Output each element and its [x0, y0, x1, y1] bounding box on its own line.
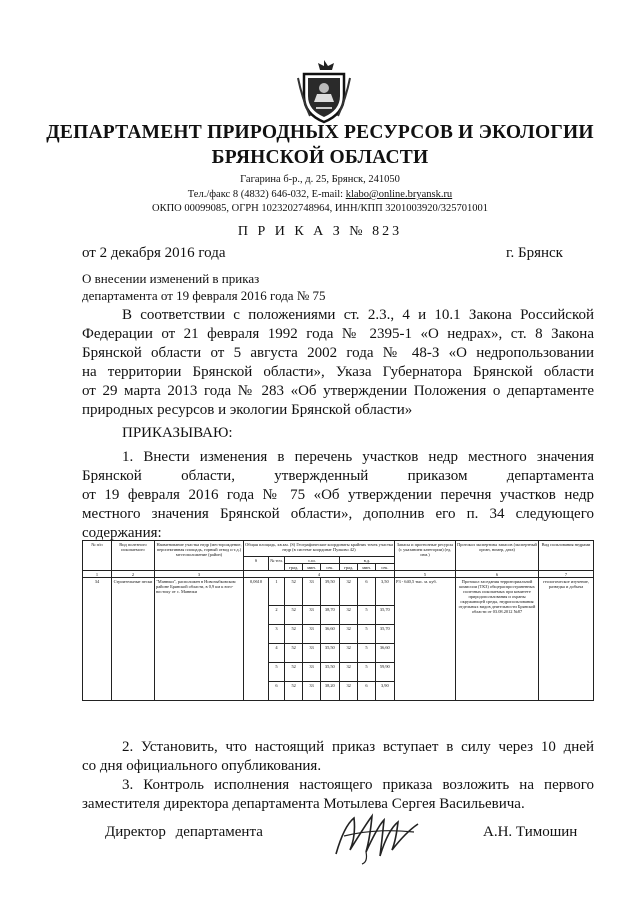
column-number-cell: 4	[244, 571, 395, 578]
point-cell: 52	[285, 644, 303, 663]
header-cell-mineral: Вид полезного ископаемого	[112, 541, 155, 571]
order-title: П Р И К А З № 823	[237, 224, 403, 239]
column-number-cell: 3	[155, 571, 244, 578]
item-2-line: 2. Установить, что настоящий приказ вступает в силу через 10 дней	[122, 739, 594, 755]
item-2-line: со дня официального опубликования.	[82, 758, 322, 774]
item-1-paragraph	[82, 448, 594, 543]
header-cell-coordinates: Общая площадь, кв.км. (S) Географические координаты крайних точек участка недр (в системе координат Пулково 42)	[244, 541, 395, 557]
subsoil-plots-table	[82, 540, 594, 701]
point-cell: 59,90	[375, 663, 394, 682]
point-cell: 35,70	[375, 625, 394, 644]
point-cell: 4	[269, 644, 285, 663]
order-subject-line: департамента от 19 февраля 2016 года № 75	[82, 288, 326, 303]
point-cell: 32	[339, 644, 357, 663]
table-header-row	[83, 541, 594, 557]
department-contacts	[40, 189, 600, 200]
item-1-line: от 19 февраля 2016 года № 75 «Об утверждении перечня участков недр	[82, 487, 594, 503]
item-3-line: 3. Контроль исполнения настоящего приказа возложить на первого	[122, 777, 594, 793]
row-protocol-cell: Протокол заседания территориальной комиссии (ТКЗ) общераспространенных полезных ископаемых при комитете природопользования и охраны окружающей среды, недропользования отдельных видов деятельности Брянской области от 03.08.2012 №87	[456, 578, 539, 701]
preamble-line: Федерации от 21 февраля 1992 года № 2395-1 «О недрах», ст. 8 Закона	[82, 326, 594, 342]
point-cell: 32	[339, 663, 357, 682]
header-cell-protocol: Протокол экспертизы запасов (экспертный орган, номер, дата)	[456, 541, 539, 571]
preamble-line: от 29 марта 2013 года № 283 «Об утверждении Положения о департаменте	[82, 383, 594, 399]
row-mineral-cell: Строительные пески	[112, 578, 155, 701]
preamble-line: В соответствии с положениями ст. 2.3., 4 и 10.1 Закона Российской	[122, 307, 594, 323]
point-cell: 6	[358, 578, 375, 606]
point-cell: 33	[303, 625, 320, 644]
point-cell: 3,90	[375, 682, 394, 701]
department-name-line2: БРЯНСКОЙ ОБЛАСТИ	[211, 147, 429, 168]
item-1-line: местного значения Брянской области», дополнив его п. 34 следующего	[82, 506, 594, 522]
point-cell: 3,50	[375, 578, 394, 606]
header-cell-minutes: мин.	[358, 564, 375, 571]
point-cell: 33	[303, 682, 320, 701]
item-1-line: содержания:	[82, 525, 162, 541]
row-use-cell: геологическое изучение, разведка и добыча	[539, 578, 594, 701]
phone-fax-text: Тел./факс 8 (4832) 646-032, E-mail:	[187, 189, 346, 200]
signatory-position: Директор департамента	[105, 824, 263, 840]
point-cell: 2	[269, 606, 285, 625]
point-cell: 35,70	[375, 606, 394, 625]
point-cell: 1	[269, 578, 285, 606]
item-1-line: 1. Внести изменения в перечень участков недр местного значения	[122, 449, 594, 465]
point-cell: 33	[303, 606, 320, 625]
point-cell: 39,50	[320, 578, 339, 606]
row-number-cell: 34	[83, 578, 112, 701]
point-cell: 52	[285, 578, 303, 606]
point-cell: 5	[358, 606, 375, 625]
item-1-line: Брянской области, утвержденный приказом департамента	[82, 468, 594, 484]
point-cell: 5	[358, 663, 375, 682]
point-cell: 52	[285, 682, 303, 701]
header-cell-use: Вид пользования недрами	[539, 541, 594, 571]
item-3-line: заместителя директора департамента Мотылева Сергея Васильевича.	[82, 796, 525, 812]
point-cell: 33	[303, 578, 320, 606]
header-cell-latitude: с.ш.	[285, 557, 340, 564]
preamble-line: на территории Брянской области», Указа Губернатора Брянской области	[82, 364, 594, 380]
handwritten-signature	[326, 806, 426, 866]
header-cell-name: Наименование участка недр (месторождение, перспективная площадь, горный отвод и т.д.) местоположение (район)	[155, 541, 244, 571]
point-cell: 35,50	[320, 663, 339, 682]
preamble-line: Брянской области от 5 августа 2002 года № 48-З «О недропользовании	[82, 345, 594, 361]
table-column-numbers-row	[83, 571, 594, 578]
header-cell-longitude: в.д.	[339, 557, 394, 564]
department-codes: ОКПО 00099085, ОГРН 1023202748964, ИНН/КПП 3201003920/325701001	[152, 203, 488, 214]
point-cell: 52	[285, 606, 303, 625]
department-name-line1: ДЕПАРТАМЕНТ ПРИРОДНЫХ РЕСУРСОВ И ЭКОЛОГИИ	[46, 122, 594, 143]
header-cell-seconds: сек.	[375, 564, 394, 571]
header-cell-seconds: сек.	[320, 564, 339, 571]
header-cell-point: № точ.	[269, 557, 285, 571]
signatory-name: А.Н. Тимошин	[483, 824, 578, 840]
row-area-cell: 0,0610	[244, 578, 269, 701]
point-cell: 5	[358, 625, 375, 644]
point-cell: 32	[339, 625, 357, 644]
item-2-paragraph	[82, 738, 594, 776]
column-number-cell: 6	[456, 571, 539, 578]
row-name-cell: "Манюки", расположен в Новозыбковском районе Брянской области, в 0,9 км к юго-востоку от с. Манюки	[155, 578, 244, 701]
point-cell: 36,60	[375, 644, 394, 663]
point-cell: 6	[269, 682, 285, 701]
row-reserves-cell: Р3 - 640,5 тыс. м. куб.	[395, 578, 456, 701]
email-link[interactable]: klabo@online.bryansk.ru	[345, 189, 453, 200]
point-cell: 5	[358, 644, 375, 663]
point-cell: 5	[269, 663, 285, 682]
order-subject	[82, 270, 325, 304]
header-cell-minutes: мин.	[303, 564, 320, 571]
point-cell: 38,20	[320, 682, 339, 701]
table-row	[83, 578, 594, 606]
header-cell-area: S	[244, 557, 269, 571]
coat-of-arms-icon	[296, 58, 352, 124]
preamble-line: природных ресурсов и экологии Брянской области»	[82, 402, 413, 418]
order-word: ПРИКАЗЫВАЮ:	[122, 425, 233, 441]
point-cell: 52	[285, 663, 303, 682]
header-cell-number: № п/п	[83, 541, 112, 571]
point-cell: 33	[303, 663, 320, 682]
point-cell: 36,60	[320, 625, 339, 644]
order-city: г. Брянск	[506, 245, 563, 261]
point-cell: 33	[303, 644, 320, 663]
header-cell-degrees: град.	[285, 564, 303, 571]
order-subject-line: О внесении изменений в приказ	[82, 271, 260, 286]
column-number-cell: 1	[83, 571, 112, 578]
column-number-cell: 7	[539, 571, 594, 578]
point-cell: 32	[339, 606, 357, 625]
point-cell: 32	[339, 682, 357, 701]
column-number-cell: 2	[112, 571, 155, 578]
point-cell: 35,50	[320, 644, 339, 663]
header-cell-reserves: Запасы и прогнозные ресурсы (с указанием категории) (ед. изм.)	[395, 541, 456, 571]
column-number-cell: 5	[395, 571, 456, 578]
point-cell: 38,70	[320, 606, 339, 625]
preamble-paragraph	[82, 306, 594, 420]
point-cell: 32	[339, 578, 357, 606]
point-cell: 6	[358, 682, 375, 701]
order-date: от 2 декабря 2016 года	[82, 245, 226, 261]
point-cell: 3	[269, 625, 285, 644]
department-address: Гагарина б-р., д. 25, Брянск, 241050	[240, 174, 400, 185]
point-cell: 52	[285, 625, 303, 644]
header-cell-degrees: град.	[339, 564, 357, 571]
